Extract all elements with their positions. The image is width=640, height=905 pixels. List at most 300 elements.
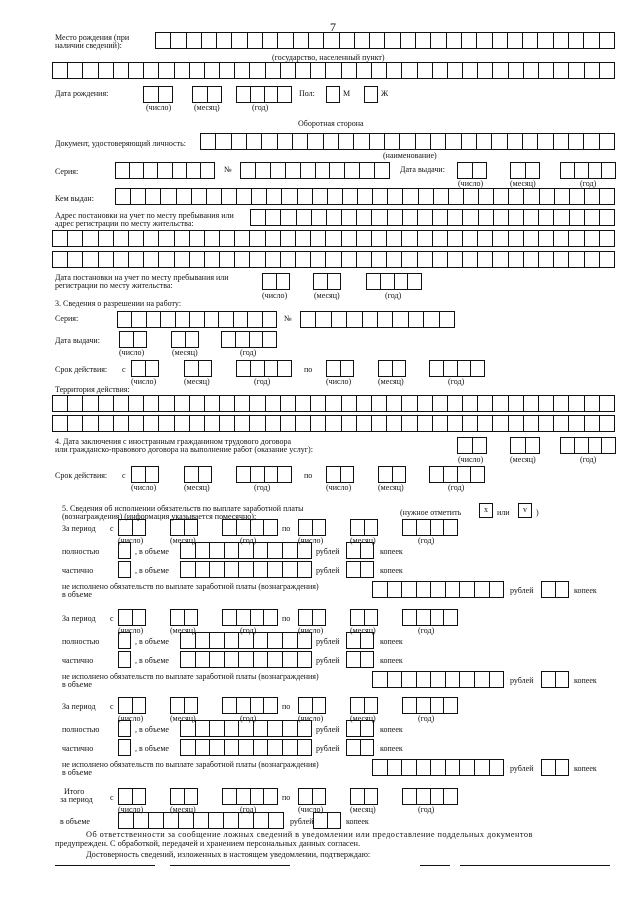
total-rubles-cell[interactable] <box>223 813 238 828</box>
work-permit-territory-cells-row2-cell[interactable] <box>417 416 432 431</box>
work-permit-from-year-cells[interactable] <box>236 360 292 377</box>
address-cells-row2-cell[interactable] <box>492 231 507 246</box>
total-to-year-cell[interactable] <box>430 789 444 804</box>
work-permit-territory-cells-row1-cell[interactable] <box>432 396 447 411</box>
work-permit-territory-cells-row1-cell[interactable] <box>462 396 477 411</box>
id-document-name-cell[interactable] <box>522 134 537 149</box>
period-2-unpaid-rubles-cell[interactable] <box>445 672 460 687</box>
work-permit-territory-cells-row1-cell[interactable] <box>219 396 234 411</box>
address-cells-row1-cell[interactable] <box>296 210 311 225</box>
address-cells-row2-cell[interactable] <box>128 231 143 246</box>
birth-day-cell[interactable] <box>158 87 173 102</box>
work-permit-territory-cells-row1-cell[interactable] <box>280 396 295 411</box>
registration-year-cell[interactable] <box>380 274 394 289</box>
period-3-from-year-cell[interactable] <box>236 698 250 713</box>
work-permit-territory-cells-row1-cell[interactable] <box>341 396 356 411</box>
period-3-to-year-cell[interactable] <box>443 698 457 713</box>
address-cells-row3-cell[interactable] <box>538 252 553 267</box>
period-1-to-year-cell[interactable] <box>403 520 416 535</box>
period-2-partially-kopecks-cell[interactable] <box>360 652 374 667</box>
period-3-fully-rubles-cell[interactable] <box>224 721 239 736</box>
work-permit-territory-cells-row2-cell[interactable] <box>53 416 67 431</box>
work-permit-territory-cells-row1-cell[interactable] <box>386 396 401 411</box>
period-2-unpaid-rubles-cell[interactable] <box>489 672 504 687</box>
work-permit-territory-cells-row2-cell[interactable] <box>265 416 280 431</box>
period-1-from-day-cell[interactable] <box>132 520 146 535</box>
work-permit-series-cell[interactable] <box>204 312 218 327</box>
issued-by-cell[interactable] <box>599 189 614 204</box>
address-cells-row1-cell[interactable] <box>478 210 493 225</box>
address-cells-row2-cell[interactable] <box>462 231 477 246</box>
issued-by-cell[interactable] <box>266 189 281 204</box>
issued-by-cell[interactable] <box>327 189 342 204</box>
period-2-fully-rubles-cell[interactable] <box>238 633 253 648</box>
work-permit-territory-cells-row1-cell[interactable] <box>143 396 158 411</box>
address-cells-row2-cell[interactable] <box>189 231 204 246</box>
work-permit-to-year-cell[interactable] <box>457 361 471 376</box>
period-3-unpaid-rubles-cells[interactable] <box>372 759 504 776</box>
birth-place-cells-row1-cell[interactable] <box>201 33 216 48</box>
birth-place-cells-row2-cell[interactable] <box>295 63 310 78</box>
work-permit-territory-cells-row1-cell[interactable] <box>599 396 614 411</box>
work-permit-territory-cells-row2-cell[interactable] <box>325 416 340 431</box>
work-permit-territory-cells-row2-cell[interactable] <box>219 416 234 431</box>
issued-by-cell[interactable] <box>312 189 327 204</box>
issued-by-cell[interactable] <box>569 189 584 204</box>
contract-to-year-cell[interactable] <box>457 467 471 482</box>
issued-by-cell[interactable] <box>297 189 312 204</box>
address-cells-row2-cell[interactable] <box>82 231 97 246</box>
total-to-month-cell[interactable] <box>351 789 364 804</box>
id-document-name-cell[interactable] <box>292 134 307 149</box>
birth-place-cells-row1-cell[interactable] <box>293 33 308 48</box>
contract-from-year-cells[interactable] <box>236 466 292 483</box>
period-3-unpaid-rubles-cell[interactable] <box>416 760 431 775</box>
total-from-day-cell[interactable] <box>132 789 146 804</box>
period-3-partially-rubles-cell[interactable] <box>267 740 282 755</box>
contract-year-cell[interactable] <box>601 438 615 453</box>
period-3-unpaid-rubles-cell[interactable] <box>401 760 416 775</box>
work-permit-from-month-cell[interactable] <box>185 361 198 376</box>
work-permit-number-cell[interactable] <box>301 312 315 327</box>
period-2-from-month-cell[interactable] <box>184 610 198 625</box>
period-1-partially-kopecks-cells[interactable] <box>346 561 374 578</box>
birth-place-cells-row2-cell[interactable] <box>204 63 219 78</box>
address-cells-row3-cell[interactable] <box>432 252 447 267</box>
period-3-from-year-cell[interactable] <box>263 698 277 713</box>
work-permit-territory-cells-row1-cell[interactable] <box>174 396 189 411</box>
total-from-year-cell[interactable] <box>236 789 250 804</box>
work-permit-territory-cells-row2-cell[interactable] <box>295 416 310 431</box>
issued-by-cell[interactable] <box>523 189 538 204</box>
work-permit-territory-cells-row2-cell[interactable] <box>158 416 173 431</box>
birth-place-cells-row2-cell[interactable] <box>265 63 280 78</box>
period-2-to-year-cell[interactable] <box>403 610 416 625</box>
contract-day-cells[interactable] <box>457 437 487 454</box>
total-kopecks-cells[interactable] <box>313 812 341 829</box>
period-3-to-year-cell[interactable] <box>416 698 430 713</box>
period-2-unpaid-rubles-cell[interactable] <box>459 672 474 687</box>
work-permit-from-month-cells[interactable] <box>184 360 212 377</box>
work-permit-to-month-cells[interactable] <box>378 360 406 377</box>
total-from-year-cell[interactable] <box>223 789 236 804</box>
address-cells-row3-cell[interactable] <box>67 252 82 267</box>
period-2-partially-rubles-cells[interactable] <box>180 651 312 668</box>
work-permit-territory-cells-row1-cell[interactable] <box>113 396 128 411</box>
period-2-partially-rubles-cell[interactable] <box>253 652 268 667</box>
birth-place-cells-row1-cell[interactable] <box>231 33 246 48</box>
id-document-name-cell[interactable] <box>231 134 246 149</box>
id-series-cell[interactable] <box>129 163 143 178</box>
work-permit-territory-cells-row2-cell[interactable] <box>508 416 523 431</box>
contract-year-cell[interactable] <box>561 438 574 453</box>
period-2-fully-rubles-cell[interactable] <box>282 633 297 648</box>
total-to-day-cells[interactable] <box>298 788 326 805</box>
birth-place-cells-row2-cell[interactable] <box>401 63 416 78</box>
period-2-unpaid-rubles-cell[interactable] <box>474 672 489 687</box>
period-3-from-month-cells[interactable] <box>170 697 198 714</box>
id-document-name-cells[interactable] <box>200 133 615 150</box>
id-series-cell[interactable] <box>157 163 171 178</box>
birth-place-cells-row2-cell[interactable] <box>310 63 325 78</box>
period-1-partially-kopecks-cell[interactable] <box>360 562 374 577</box>
address-cells-row3-cell[interactable] <box>584 252 599 267</box>
work-permit-from-month-cell[interactable] <box>198 361 212 376</box>
total-from-year-cell[interactable] <box>250 789 264 804</box>
address-cells-row3-cell[interactable] <box>158 252 173 267</box>
period-1-unpaid-rubles-cell[interactable] <box>430 582 445 597</box>
period-3-from-month-cell[interactable] <box>184 698 198 713</box>
work-permit-number-cell[interactable] <box>439 312 454 327</box>
work-permit-territory-cells-row2-cell[interactable] <box>432 416 447 431</box>
address-cells-row2-cell[interactable] <box>113 231 128 246</box>
birth-place-cells-row2-cell[interactable] <box>325 63 340 78</box>
work-permit-series-cell[interactable] <box>233 312 247 327</box>
address-cells-row3-cell[interactable] <box>447 252 462 267</box>
id-number-cell[interactable] <box>374 163 389 178</box>
id-issue-day-cells[interactable] <box>457 162 487 179</box>
period-2-to-year-cell[interactable] <box>416 610 430 625</box>
contract-to-year-cell[interactable] <box>430 467 443 482</box>
period-2-partially-rubles-cell[interactable] <box>181 652 195 667</box>
address-cells-row3-cell[interactable] <box>113 252 128 267</box>
birth-place-cells-row1-cell[interactable] <box>262 33 277 48</box>
total-to-year-cell[interactable] <box>403 789 416 804</box>
total-to-year-cells[interactable] <box>402 788 458 805</box>
contract-to-month-cell[interactable] <box>392 467 406 482</box>
issued-by-cell[interactable] <box>130 189 145 204</box>
address-cells-row3-cell[interactable] <box>386 252 401 267</box>
period-3-partially-checkbox[interactable] <box>118 739 131 756</box>
birth-year-cell[interactable] <box>264 87 278 102</box>
work-permit-to-day-cells[interactable] <box>326 360 354 377</box>
id-document-name-cell[interactable] <box>461 134 476 149</box>
period-3-unpaid-kopecks-cell[interactable] <box>555 760 569 775</box>
work-permit-territory-cells-row2-cell[interactable] <box>584 416 599 431</box>
birth-place-cells-row1-cell[interactable] <box>156 33 170 48</box>
address-cells-row2-cell[interactable] <box>508 231 523 246</box>
period-1-partially-rubles-cell[interactable] <box>238 562 253 577</box>
birth-place-cells-row2-cell[interactable] <box>128 63 143 78</box>
address-cells-row3-cell[interactable] <box>477 252 492 267</box>
period-1-partially-checkbox[interactable] <box>118 561 131 578</box>
contract-month-cell[interactable] <box>525 438 540 453</box>
period-3-fully-rubles-cell[interactable] <box>238 721 253 736</box>
work-permit-territory-cells-row1-cell[interactable] <box>249 396 264 411</box>
work-permit-issue-year-cell[interactable] <box>235 332 249 347</box>
period-2-fully-kopecks-cell[interactable] <box>347 633 360 648</box>
issued-by-cell[interactable] <box>448 189 463 204</box>
work-permit-territory-cells-row2[interactable] <box>52 415 615 432</box>
contract-month-cell[interactable] <box>511 438 525 453</box>
contract-to-day-cell[interactable] <box>327 467 340 482</box>
period-1-from-day-cell[interactable] <box>119 520 132 535</box>
period-2-to-year-cell[interactable] <box>430 610 444 625</box>
total-to-day-cell[interactable] <box>312 789 326 804</box>
period-3-from-year-cell[interactable] <box>250 698 264 713</box>
birth-place-cells-row2-cell[interactable] <box>553 63 568 78</box>
work-permit-territory-cells-row2-cell[interactable] <box>523 416 538 431</box>
work-permit-territory-cells-row1-cell[interactable] <box>82 396 97 411</box>
work-permit-from-day-cell[interactable] <box>145 361 159 376</box>
work-permit-issue-month-cells[interactable] <box>171 331 199 348</box>
contract-to-year-cells[interactable] <box>429 466 485 483</box>
total-from-month-cell[interactable] <box>171 789 184 804</box>
birth-place-cells-row1-cell[interactable] <box>354 33 369 48</box>
period-1-fully-rubles-cell[interactable] <box>267 543 282 558</box>
issued-by-cell[interactable] <box>116 189 130 204</box>
issued-by-cell[interactable] <box>221 189 236 204</box>
birth-place-cells-row2-cell[interactable] <box>249 63 264 78</box>
address-cells-row3-cell[interactable] <box>599 252 614 267</box>
period-1-partially-kopecks-cell[interactable] <box>347 562 360 577</box>
contract-to-month-cell[interactable] <box>379 467 392 482</box>
period-1-unpaid-rubles-cell[interactable] <box>416 582 431 597</box>
address-cells-row2-cell[interactable] <box>386 231 401 246</box>
address-cells-row1-cell[interactable] <box>417 210 432 225</box>
period-2-unpaid-kopecks-cells[interactable] <box>541 671 569 688</box>
birth-place-cells-row2-cell[interactable] <box>234 63 249 78</box>
address-cells-row2-cell[interactable] <box>53 231 67 246</box>
address-cells-row3-cell[interactable] <box>280 252 295 267</box>
period-1-fully-rubles-cell[interactable] <box>181 543 195 558</box>
period-3-from-day-cells[interactable] <box>118 697 146 714</box>
id-document-name-cell[interactable] <box>445 134 460 149</box>
birth-place-cells-row2-cell[interactable] <box>508 63 523 78</box>
period-1-unpaid-rubles-cell[interactable] <box>474 582 489 597</box>
period-2-from-day-cell[interactable] <box>119 610 132 625</box>
birth-place-cells-row1-cell[interactable] <box>277 33 292 48</box>
period-3-to-month-cell[interactable] <box>364 698 378 713</box>
id-number-cell[interactable] <box>315 163 330 178</box>
birth-place-cells-row2-cell[interactable] <box>174 63 189 78</box>
work-permit-territory-cells-row1-cell[interactable] <box>584 396 599 411</box>
period-2-from-day-cells[interactable] <box>118 609 146 626</box>
period-3-partially-rubles-cell[interactable] <box>224 740 239 755</box>
total-from-day-cells[interactable] <box>118 788 146 805</box>
issued-by-cell[interactable] <box>372 189 387 204</box>
birth-place-cells-row1-cell[interactable] <box>430 33 445 48</box>
id-document-name-cell[interactable] <box>261 134 276 149</box>
address-cells-row2-cell[interactable] <box>67 231 82 246</box>
work-permit-territory-cells-row1-cell[interactable] <box>234 396 249 411</box>
id-document-name-cell[interactable] <box>353 134 368 149</box>
total-rubles-cell[interactable] <box>253 813 268 828</box>
work-permit-territory-cells-row1-cell[interactable] <box>67 396 82 411</box>
work-permit-from-year-cell[interactable] <box>264 361 278 376</box>
registration-year-cells[interactable] <box>366 273 422 290</box>
total-from-year-cells[interactable] <box>222 788 278 805</box>
total-to-month-cells[interactable] <box>350 788 378 805</box>
id-issue-year-cells[interactable] <box>560 162 616 179</box>
birth-place-cells-row1-cell[interactable] <box>461 33 476 48</box>
period-3-partially-rubles-cells[interactable] <box>180 739 312 756</box>
work-permit-number-cell[interactable] <box>331 312 346 327</box>
contract-from-month-cell[interactable] <box>198 467 212 482</box>
address-cells-row3-cell[interactable] <box>325 252 340 267</box>
id-number-cell[interactable] <box>300 163 315 178</box>
birth-place-cells-row1-cell[interactable] <box>522 33 537 48</box>
birth-place-cells-row2-cell[interactable] <box>53 63 67 78</box>
id-number-cells[interactable] <box>240 162 390 179</box>
period-3-partially-rubles-cell[interactable] <box>181 740 195 755</box>
address-cells-row1-cell[interactable] <box>432 210 447 225</box>
period-3-partially-rubles-cell[interactable] <box>195 740 210 755</box>
period-2-fully-rubles-cell[interactable] <box>267 633 282 648</box>
total-rubles-cell[interactable] <box>133 813 148 828</box>
address-cells-row2-cell[interactable] <box>98 231 113 246</box>
period-3-unpaid-rubles-cell[interactable] <box>430 760 445 775</box>
id-document-name-cell[interactable] <box>568 134 583 149</box>
registration-day-cell[interactable] <box>276 274 290 289</box>
issued-by-cell[interactable] <box>357 189 372 204</box>
address-cells-row2-cell[interactable] <box>432 231 447 246</box>
period-3-to-year-cell[interactable] <box>403 698 416 713</box>
issued-by-cell[interactable] <box>236 189 251 204</box>
address-cells-row3-cell[interactable] <box>82 252 97 267</box>
contract-from-day-cell[interactable] <box>145 467 159 482</box>
issued-by-cell[interactable] <box>463 189 478 204</box>
work-permit-territory-cells-row1-cell[interactable] <box>98 396 113 411</box>
period-2-to-day-cells[interactable] <box>298 609 326 626</box>
period-2-unpaid-rubles-cell[interactable] <box>387 672 402 687</box>
period-1-fully-rubles-cell[interactable] <box>253 543 268 558</box>
birth-place-cells-row2-cell[interactable] <box>568 63 583 78</box>
birth-place-cells-row1-cell[interactable] <box>476 33 491 48</box>
work-permit-territory-cells-row2-cell[interactable] <box>67 416 82 431</box>
work-permit-from-year-cell[interactable] <box>237 361 250 376</box>
total-rubles-cell[interactable] <box>193 813 208 828</box>
period-1-unpaid-rubles-cell[interactable] <box>373 582 387 597</box>
address-cells-row1-cell[interactable] <box>569 210 584 225</box>
contract-to-year-cell[interactable] <box>443 467 457 482</box>
id-document-name-cell[interactable] <box>476 134 491 149</box>
period-3-from-year-cells[interactable] <box>222 697 278 714</box>
address-cells-row3-cell[interactable] <box>310 252 325 267</box>
address-cells-row2-cell[interactable] <box>401 231 416 246</box>
id-issue-month-cell[interactable] <box>511 163 525 178</box>
address-cells-row2-cell[interactable] <box>219 231 234 246</box>
address-cells-row2-cell[interactable] <box>538 231 553 246</box>
issued-by-cell[interactable] <box>206 189 221 204</box>
work-permit-issue-day-cells[interactable] <box>119 331 147 348</box>
total-from-year-cell[interactable] <box>263 789 277 804</box>
id-document-name-cell[interactable] <box>553 134 568 149</box>
work-permit-territory-cells-row2-cell[interactable] <box>386 416 401 431</box>
period-3-partially-rubles-cell[interactable] <box>238 740 253 755</box>
address-cells-row3-cell[interactable] <box>219 252 234 267</box>
work-permit-series-cell[interactable] <box>189 312 203 327</box>
work-permit-territory-cells-row1-cell[interactable] <box>204 396 219 411</box>
birth-place-cells-row1-cell[interactable] <box>339 33 354 48</box>
period-2-partially-rubles-cell[interactable] <box>195 652 210 667</box>
issued-by-cell[interactable] <box>478 189 493 204</box>
work-permit-territory-cells-row2-cell[interactable] <box>98 416 113 431</box>
total-to-year-cell[interactable] <box>443 789 457 804</box>
work-permit-territory-cells-row2-cell[interactable] <box>310 416 325 431</box>
total-rubles-cell[interactable] <box>268 813 283 828</box>
address-cells-row2-cell[interactable] <box>158 231 173 246</box>
registration-month-cells[interactable] <box>313 273 341 290</box>
work-permit-number-cells[interactable] <box>300 311 455 328</box>
id-document-name-cell[interactable] <box>246 134 261 149</box>
period-3-fully-rubles-cell[interactable] <box>282 721 297 736</box>
period-1-partially-rubles-cell[interactable] <box>282 562 297 577</box>
id-issue-month-cells[interactable] <box>510 162 540 179</box>
id-series-cell[interactable] <box>116 163 129 178</box>
period-2-partially-checkbox[interactable] <box>118 651 131 668</box>
address-cells-row2-cell[interactable] <box>447 231 462 246</box>
contract-from-year-cell[interactable] <box>277 467 291 482</box>
contract-year-cells[interactable] <box>560 437 616 454</box>
contract-year-cell[interactable] <box>574 438 588 453</box>
birth-place-cells-row1-cell[interactable] <box>384 33 399 48</box>
address-cells-row1-cell[interactable] <box>280 210 295 225</box>
period-3-unpaid-kopecks-cell[interactable] <box>542 760 555 775</box>
birth-place-cells-row1-cell[interactable] <box>216 33 231 48</box>
period-2-fully-kopecks-cell[interactable] <box>360 633 374 648</box>
birth-place-cells-row2-cell[interactable] <box>523 63 538 78</box>
period-2-fully-checkbox[interactable] <box>118 632 131 649</box>
work-permit-territory-cells-row1-cell[interactable] <box>477 396 492 411</box>
contract-from-day-cells[interactable] <box>131 466 159 483</box>
work-permit-territory-cells-row1-cell[interactable] <box>523 396 538 411</box>
id-document-name-cell[interactable] <box>491 134 506 149</box>
id-document-name-cell[interactable] <box>430 134 445 149</box>
work-permit-territory-cells-row1-cell[interactable] <box>158 396 173 411</box>
address-cells-row2-cell[interactable] <box>325 231 340 246</box>
id-document-name-cell[interactable] <box>307 134 322 149</box>
contract-day-cell[interactable] <box>458 438 472 453</box>
period-2-partially-rubles-cell[interactable] <box>297 652 312 667</box>
total-rubles-cell[interactable] <box>238 813 253 828</box>
period-3-fully-rubles-cell[interactable] <box>181 721 195 736</box>
address-cells-row2-cell[interactable] <box>174 231 189 246</box>
work-permit-territory-cells-row2-cell[interactable] <box>477 416 492 431</box>
period-1-from-day-cells[interactable] <box>118 519 146 536</box>
period-2-fully-rubles-cell[interactable] <box>297 633 312 648</box>
period-1-from-month-cell[interactable] <box>184 520 198 535</box>
birth-day-cells[interactable] <box>143 86 173 103</box>
period-1-fully-rubles-cell[interactable] <box>209 543 224 558</box>
birth-month-cells[interactable] <box>192 86 222 103</box>
period-3-fully-checkbox[interactable] <box>118 720 131 737</box>
total-rubles-cell[interactable] <box>178 813 193 828</box>
work-permit-territory-cells-row1-cell[interactable] <box>401 396 416 411</box>
id-document-name-cell[interactable] <box>215 134 230 149</box>
address-cells-row2-cell[interactable] <box>341 231 356 246</box>
address-cells-row3-cell[interactable] <box>249 252 264 267</box>
